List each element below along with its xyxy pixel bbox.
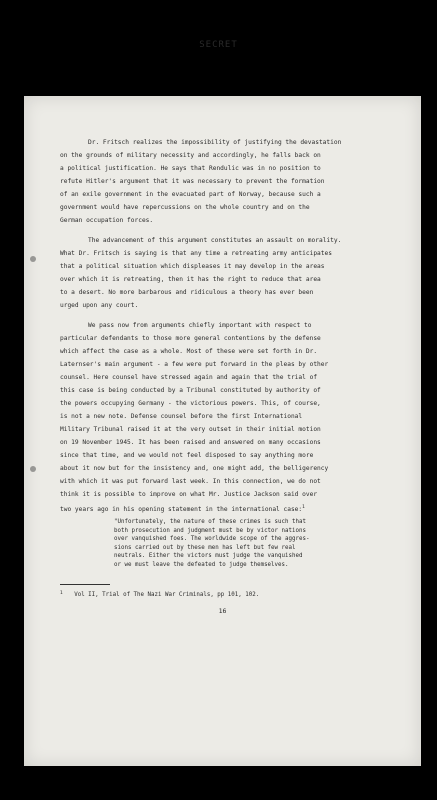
text-line-content: two years ago in his opening statement in the international case: [60,506,303,514]
page-header-mark: SECRET [199,40,238,50]
text-line: counsel. Here counsel have stressed again and again that the trial of [60,374,318,381]
text-line [60,501,385,514]
page-number: 16 [218,607,227,615]
text-line: particular defendants to those more general contentions by the defense [60,335,321,342]
text-line: is not a new note. Defense counsel before the first International [60,413,303,420]
text-line: Dr. Fritsch realizes the impossibility of justifying the devastation [88,139,342,146]
text-line: We pass now from arguments chiefly important with respect to [88,322,312,329]
quote-line: neutrals. Either the victors must judge the vanquished [114,553,303,560]
text-line: a political justification. He says that Rendulic was in no position to [60,165,321,172]
text-line: on 19 November 1945. It has been raised and answered on many occasions [60,439,321,446]
text-line: refute Hitler's argument that it was necessary to prevent the formation [60,178,325,185]
footnote-text: Vol II, Trial of The Nazi War Criminals, pp 101, 102. [74,592,260,599]
text-line: Laternser's main argument - a few were put forward in the pleas by other [60,361,329,368]
text-line: this case is being conducted by a Tribunal constituted by authority of [60,387,321,394]
text-line: about it now but for the insistency and, one might add, the belligerency [60,465,329,472]
text-line: on the grounds of military necessity and accordingly, he falls back on [60,152,321,159]
quote-line: sions carried out by these men has left but few real [114,544,296,551]
quote-line: "Unfortunately, the nature of these crimes is such that [114,519,306,525]
footnote [60,589,385,601]
quote-line: over vanquished foes. The worldwide scope of the aggres- [114,536,310,543]
text-line: German occupation forces. [60,217,154,224]
text-line: government would have repercussions on the whole country and on the [60,204,310,211]
block-quote [114,518,385,570]
text-line: urged upon any court. [60,302,139,309]
quote-line: both prosecution and judgment must be by victor nations [114,527,306,534]
paragraph [60,234,385,312]
footnote-marker: 1 [60,590,63,596]
punch-hole [30,466,36,472]
paragraph [60,319,385,514]
text-line: of an exile government in the evacuated part of Norway, because such a [60,191,321,198]
quote-line: or we must leave the defeated to judge themselves. [114,561,289,568]
punch-hole [30,256,36,262]
text-line: which affect the case as a whole. Most of these were set forth in Dr. [60,348,318,355]
text-line: Military Tribunal raised it at the very outset in their initial motion [60,426,321,433]
text-line: that a political situation which displeases it may develop in the areas [60,263,325,270]
footnote-divider [60,584,110,585]
text-line: the powers occupying Germany - the victorious powers. This, of course, [60,400,321,407]
text-line: think it is possible to improve on what Mr. Justice Jackson said over [60,491,318,498]
text-line: to a desert. No more barbarous and ridiculous a theory has ever been [60,289,314,296]
text-line: The advancement of this argument constitutes an assault on morality. [88,237,342,244]
text-line: with which it was put forward last week. In this connection, we do not [60,478,321,485]
text-line: What Dr. Fritsch is saying is that any time a retreating army anticipates [60,250,332,257]
text-line: since that time, and we would not feel disposed to say anything more [60,452,314,459]
paragraph [60,136,385,227]
footnote-reference: 1 [302,505,305,510]
document-body [60,136,385,600]
text-line: over which it is retreating, then it has the right to reduce that area [60,276,321,283]
